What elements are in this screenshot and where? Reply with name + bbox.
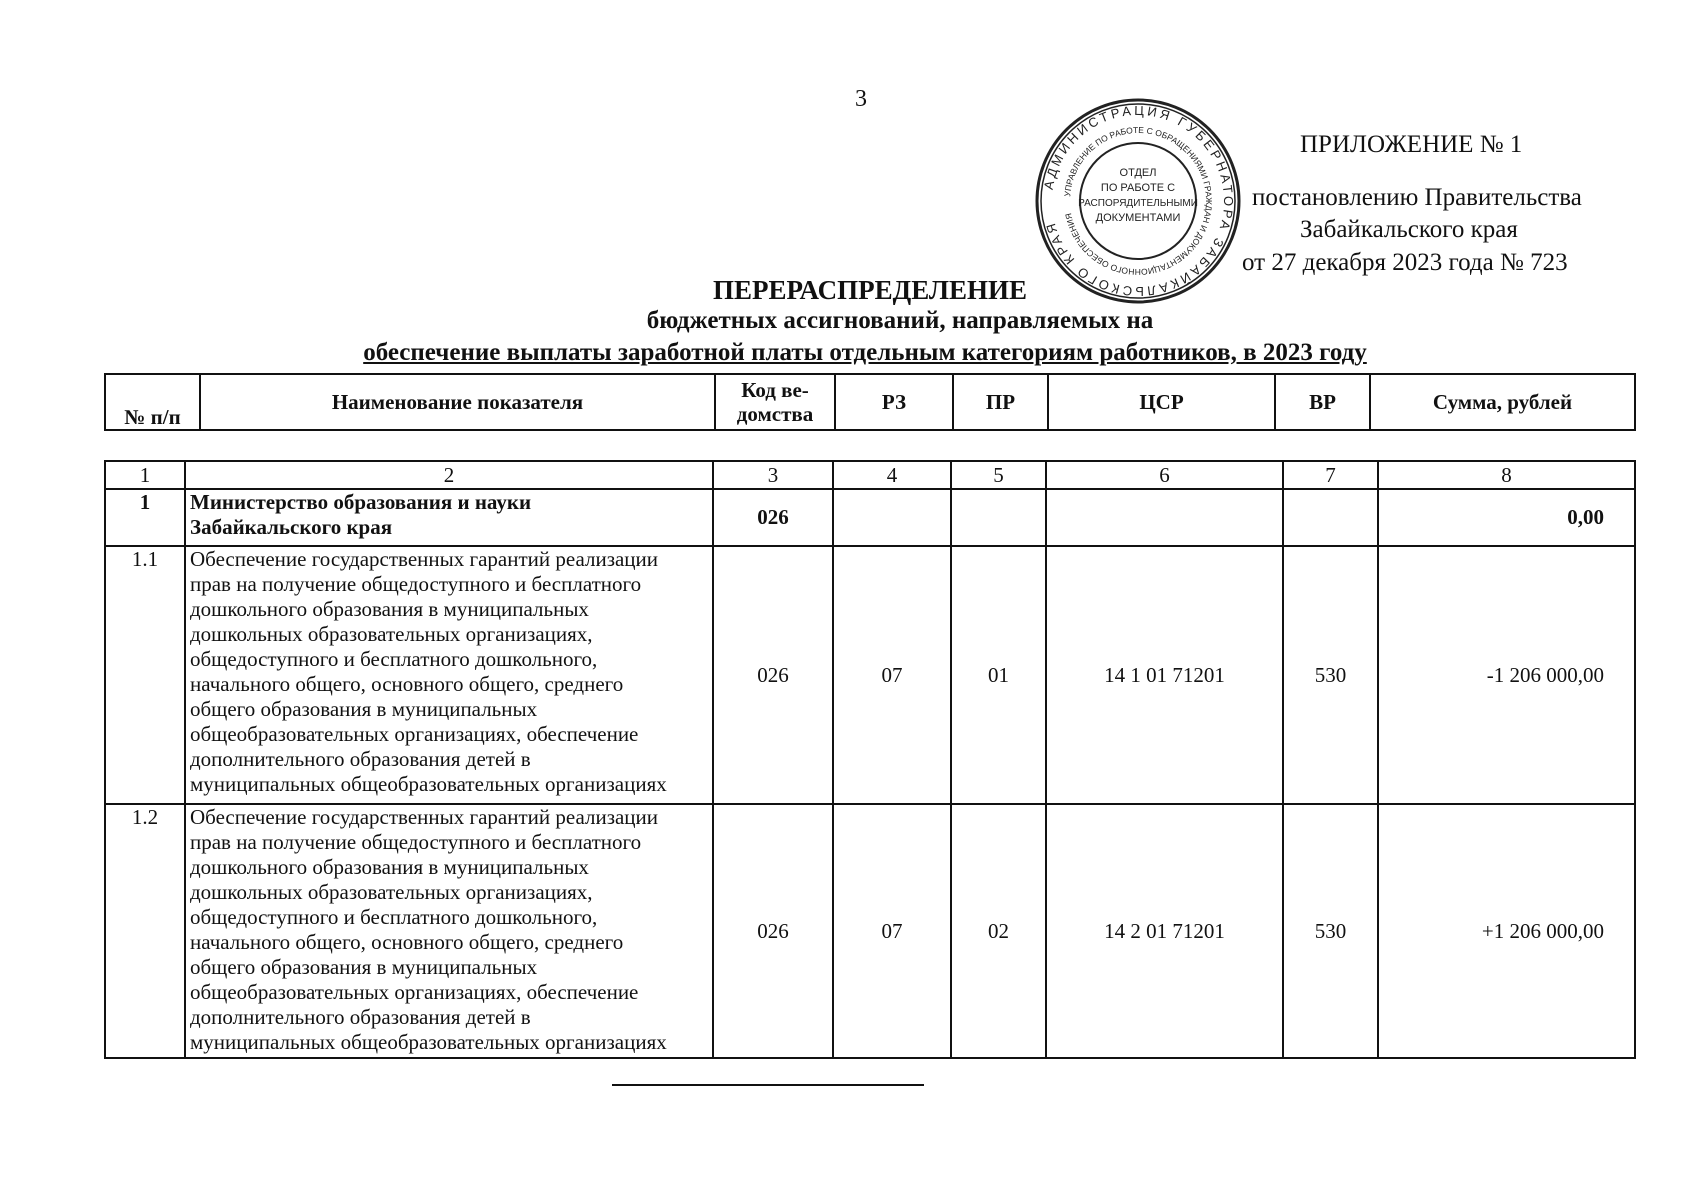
appendix-line-3: от 27 декабря 2023 года № 723 — [1242, 249, 1568, 276]
col-number: 1 — [105, 461, 185, 489]
appendix-title: ПРИЛОЖЕНИЕ № 1 — [1300, 131, 1523, 158]
document-subtitle-1: бюджетных ассигнований, направляемых на — [646, 307, 1154, 334]
header-vr: ВР — [1275, 374, 1370, 430]
seal-center-line-3: РАСПОРЯДИТЕЛЬНЫМИ — [1078, 198, 1198, 209]
document-subtitle-2: обеспечение выплаты заработной платы отдельным категориям работников, в 2023 году — [363, 339, 1367, 366]
col-number: 7 — [1283, 461, 1378, 489]
row-name-line: дошкольных образовательных организациях, — [190, 880, 593, 904]
row-name-line: начального общего, основного общего, среднего — [190, 672, 624, 696]
col-number: 2 — [185, 461, 713, 489]
row-csr: 14 1 01 71201 — [1046, 546, 1283, 804]
section-rz — [833, 489, 951, 546]
row-sum: -1 206 000,00 — [1378, 546, 1635, 804]
seal-outer-text: АДМИНИСТРАЦИЯ ГУБЕРНАТОРА ЗАБАЙКАЛЬСКОГО КРАЯ — [1040, 102, 1237, 300]
header-num: № п/п — [105, 374, 200, 430]
row-name-line: общедоступного и бесплатного дошкольного, — [190, 647, 598, 671]
row-name-line: общего образования в муниципальных — [190, 697, 538, 721]
row-csr: 14 2 01 71201 — [1046, 804, 1283, 1058]
row-name-line: общего образования в муниципальных — [190, 955, 538, 979]
header-row — [105, 374, 1635, 430]
row-name-line: муниципальных общеобразовательных организациях — [190, 772, 667, 796]
row-vr: 530 — [1283, 546, 1378, 804]
table-row — [105, 804, 1635, 1058]
section-name — [185, 489, 713, 546]
budget-table — [104, 460, 1636, 1059]
section-name-line-2: Забайкальского края — [190, 515, 393, 539]
row-name-line: муниципальных общеобразовательных организациях — [190, 1030, 667, 1054]
row-name-line: Обеспечение государственных гарантий реализации — [190, 805, 659, 829]
footer-divider — [612, 1084, 924, 1086]
row-name-line: общеобразовательных организациях, обеспечение — [190, 980, 639, 1004]
table-row — [105, 546, 1635, 804]
header-dept — [715, 374, 835, 430]
seal-center-line-4: ДОКУМЕНТАМИ — [1095, 212, 1181, 224]
row-name-line: прав на получение общедоступного и бесплатного — [190, 572, 642, 596]
section-dept: 026 — [713, 489, 833, 546]
row-name-line: прав на получение общедоступного и бесплатного — [190, 830, 642, 854]
row-name-line: дошкольного образования в муниципальных — [190, 855, 589, 879]
section-sum: 0,00 — [1378, 489, 1635, 546]
row-name-line: дошкольных образовательных организациях, — [190, 622, 593, 646]
col-number: 8 — [1378, 461, 1635, 489]
row-name-line: общеобразовательных организациях, обеспечение — [190, 722, 639, 746]
section-vr — [1283, 489, 1378, 546]
seal-inner-text: УПРАВЛЕНИЕ ПО РАБОТЕ С ОБРАЩЕНИЯМИ ГРАЖДАН И ДОКУМЕНТАЦИОННОГО ОБЕСПЕЧЕНИЯ — [1062, 124, 1215, 278]
header-pr: ПР — [953, 374, 1048, 430]
section-name-line-1: Министерство образования и науки — [190, 490, 532, 514]
col-number: 5 — [951, 461, 1046, 489]
appendix-line-2: Забайкальского края — [1300, 216, 1518, 243]
row-sum: +1 206 000,00 — [1378, 804, 1635, 1058]
column-numbers-row — [105, 461, 1635, 489]
page-number: 3 — [855, 86, 867, 112]
row-dept: 026 — [713, 804, 833, 1058]
section-row — [105, 489, 1635, 546]
section-num: 1 — [105, 489, 185, 546]
col-number: 6 — [1046, 461, 1283, 489]
header-dept-line-2: домства — [736, 402, 814, 426]
header-name: Наименование показателя — [200, 374, 715, 430]
header-dept-line-1: Код ве- — [741, 378, 809, 402]
section-csr — [1046, 489, 1283, 546]
row-name-line: общедоступного и бесплатного дошкольного, — [190, 905, 598, 929]
seal-center-line-1: ОТДЕЛ — [1119, 167, 1157, 179]
row-name-line: Обеспечение государственных гарантий реализации — [190, 547, 659, 571]
row-vr: 530 — [1283, 804, 1378, 1058]
appendix-line-1: постановлению Правительства — [1252, 184, 1582, 211]
row-name — [185, 804, 713, 1058]
row-name-line: дополнительного образования детей в — [190, 1005, 531, 1029]
row-pr: 02 — [951, 804, 1046, 1058]
col-number: 4 — [833, 461, 951, 489]
row-name-line: дошкольного образования в муниципальных — [190, 597, 589, 621]
header-csr: ЦСР — [1048, 374, 1275, 430]
row-num: 1.1 — [105, 546, 185, 804]
row-name-line: дополнительного образования детей в — [190, 747, 531, 771]
header-rz: РЗ — [835, 374, 953, 430]
section-pr — [951, 489, 1046, 546]
header-sum: Сумма, рублей — [1370, 374, 1635, 430]
row-name-line: начального общего, основного общего, среднего — [190, 930, 624, 954]
row-num: 1.2 — [105, 804, 185, 1058]
row-rz: 07 — [833, 546, 951, 804]
col-number: 3 — [713, 461, 833, 489]
row-pr: 01 — [951, 546, 1046, 804]
row-rz: 07 — [833, 804, 951, 1058]
document-title: ПЕРЕРАСПРЕДЕЛЕНИЕ — [712, 275, 1028, 305]
row-dept: 026 — [713, 546, 833, 804]
row-name — [185, 546, 713, 804]
header-table — [104, 373, 1636, 431]
seal-center-line-2: ПО РАБОТЕ С — [1100, 182, 1176, 194]
official-seal — [1033, 96, 1243, 306]
